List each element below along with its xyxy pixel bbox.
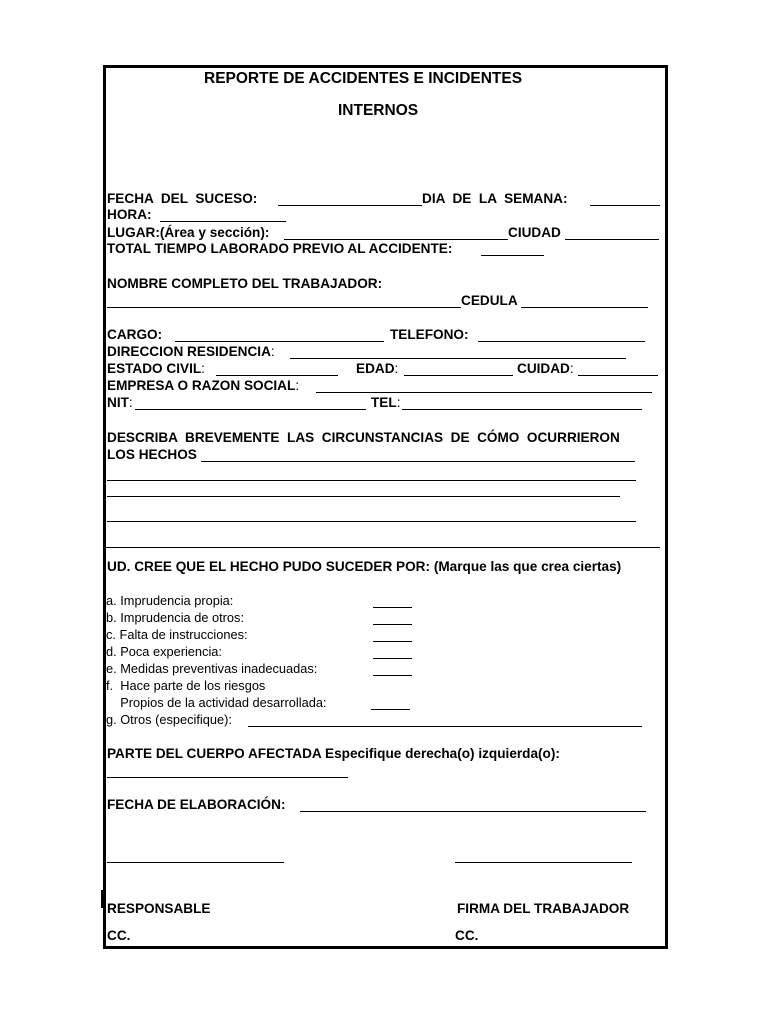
- fecha-suceso-label: FECHA DEL SUCESO:: [107, 191, 258, 206]
- causa-item-f-cont: Propios de la actividad desarrollada:: [106, 695, 327, 710]
- hechos-line-1[interactable]: [201, 461, 635, 462]
- causa-check-a[interactable]: [373, 607, 412, 608]
- causa-item-b: b. Imprudencia de otros:: [106, 610, 244, 625]
- causa-check-d[interactable]: [373, 658, 412, 659]
- hechos-line-4[interactable]: [107, 521, 636, 522]
- cuidad-row: [517, 361, 574, 377]
- cedula-label: CEDULA: [461, 293, 518, 308]
- causa-check-b[interactable]: [373, 624, 412, 625]
- fecha-elaboracion-label: FECHA DE ELABORACIÓN:: [107, 797, 286, 812]
- trabajador-signature-line[interactable]: [455, 862, 632, 863]
- form-title-line2: INTERNOS: [338, 102, 419, 119]
- causa-item-g: g. Otros (especifique):: [106, 712, 232, 727]
- tiempo-laborado-field[interactable]: [481, 255, 544, 256]
- colon: :: [569, 361, 574, 376]
- nombre-field[interactable]: [107, 307, 461, 308]
- hechos-line-2[interactable]: [107, 480, 636, 481]
- causa-item-f: f. Hace parte de los riesgos: [106, 678, 266, 693]
- cedula-field[interactable]: [521, 307, 648, 308]
- causas-hint: (Marque las que crea ciertas): [433, 559, 622, 574]
- nit-row: [107, 395, 133, 411]
- colon: :: [396, 395, 401, 410]
- edad-row: [356, 361, 398, 377]
- empresa-row: [107, 378, 299, 394]
- hechos-line-3[interactable]: [107, 496, 620, 497]
- fecha-elaboracion-field[interactable]: [300, 811, 646, 812]
- tel-field[interactable]: [402, 409, 642, 410]
- direccion-label: DIRECCION RESIDENCIA: [107, 344, 271, 359]
- lugar-field[interactable]: [284, 239, 508, 240]
- fecha-suceso-field[interactable]: [278, 205, 422, 206]
- telefono-label: TELEFONO:: [390, 327, 469, 342]
- colon: :: [201, 361, 205, 376]
- nit-label: NIT: [107, 395, 129, 410]
- form-title-line1: REPORTE DE ACCIDENTES E INCIDENTES: [204, 70, 523, 87]
- causa-item-a: a. Imprudencia propia:: [106, 593, 234, 608]
- colon: :: [394, 361, 399, 376]
- parte-cuerpo-label: [107, 746, 560, 762]
- hechos-question-line2: LOS HECHOS: [107, 447, 197, 462]
- tiempo-laborado-label: TOTAL TIEMPO LABORADO PREVIO AL ACCIDENTE:: [107, 241, 453, 256]
- colon: :: [295, 378, 300, 393]
- dia-semana-label: DIA DE LA SEMANA:: [422, 191, 568, 206]
- direccion-row: [107, 344, 275, 360]
- causas-question: [107, 559, 621, 575]
- causa-check-c[interactable]: [373, 641, 412, 642]
- ciudad-label: CIUDAD: [508, 225, 561, 240]
- responsable-signature-line[interactable]: [107, 862, 284, 863]
- tel-label: TEL: [371, 395, 397, 410]
- edad-label: EDAD: [356, 361, 395, 376]
- lugar-label: LUGAR:(Área y sección):: [107, 225, 270, 240]
- colon: :: [270, 344, 275, 359]
- cuidad-field[interactable]: [578, 375, 658, 376]
- cc-left-label: CC.: [107, 928, 131, 943]
- cuidad-label: CUIDAD: [517, 361, 570, 376]
- causa-check-f[interactable]: [371, 709, 410, 710]
- causa-item-c: c. Falta de instrucciones:: [106, 627, 248, 642]
- cc-right-label: CC.: [455, 928, 479, 943]
- estado-civil-label: ESTADO CIVIL: [107, 361, 202, 376]
- tel-row: [371, 395, 400, 411]
- cargo-field[interactable]: [175, 341, 384, 342]
- causas-question-text: UD. CREE QUE EL HECHO PUDO SUCEDER POR:: [107, 559, 431, 574]
- otros-field[interactable]: [248, 726, 642, 727]
- dia-semana-field[interactable]: [590, 205, 660, 206]
- colon: :: [128, 395, 133, 410]
- edad-field[interactable]: [404, 375, 513, 376]
- direccion-field[interactable]: [290, 358, 626, 359]
- empresa-field[interactable]: [316, 392, 652, 393]
- causa-check-e[interactable]: [373, 675, 412, 676]
- hora-field[interactable]: [160, 221, 286, 222]
- causa-item-d: d. Poca experiencia:: [106, 644, 222, 659]
- section-divider: [105, 547, 660, 548]
- telefono-field[interactable]: [478, 341, 645, 342]
- nit-field[interactable]: [135, 409, 366, 410]
- responsable-label: RESPONSABLE: [107, 901, 211, 916]
- nombre-label: NOMBRE COMPLETO DEL TRABAJADOR:: [107, 276, 383, 291]
- edge-mark: [101, 890, 104, 908]
- parte-cuerpo-field[interactable]: [107, 777, 348, 778]
- estado-civil-row: [107, 361, 205, 377]
- parte-cuerpo-hint: Especifique derecha(o) izquierda(o):: [325, 746, 560, 761]
- parte-cuerpo-text: PARTE DEL CUERPO AFECTADA: [107, 746, 322, 761]
- causa-item-e: e. Medidas preventivas inadecuadas:: [106, 661, 318, 676]
- hechos-question-line1: DESCRIBA BREVEMENTE LAS CIRCUNSTANCIAS DE CÓMO OCURRIERON: [107, 430, 620, 445]
- hora-label: HORA:: [107, 207, 152, 222]
- estado-civil-field[interactable]: [216, 375, 338, 376]
- cargo-label: CARGO:: [107, 327, 163, 342]
- firma-trabajador-label: FIRMA DEL TRABAJADOR: [457, 901, 630, 916]
- ciudad-field[interactable]: [565, 239, 659, 240]
- empresa-label: EMPRESA O RAZON SOCIAL: [107, 378, 296, 393]
